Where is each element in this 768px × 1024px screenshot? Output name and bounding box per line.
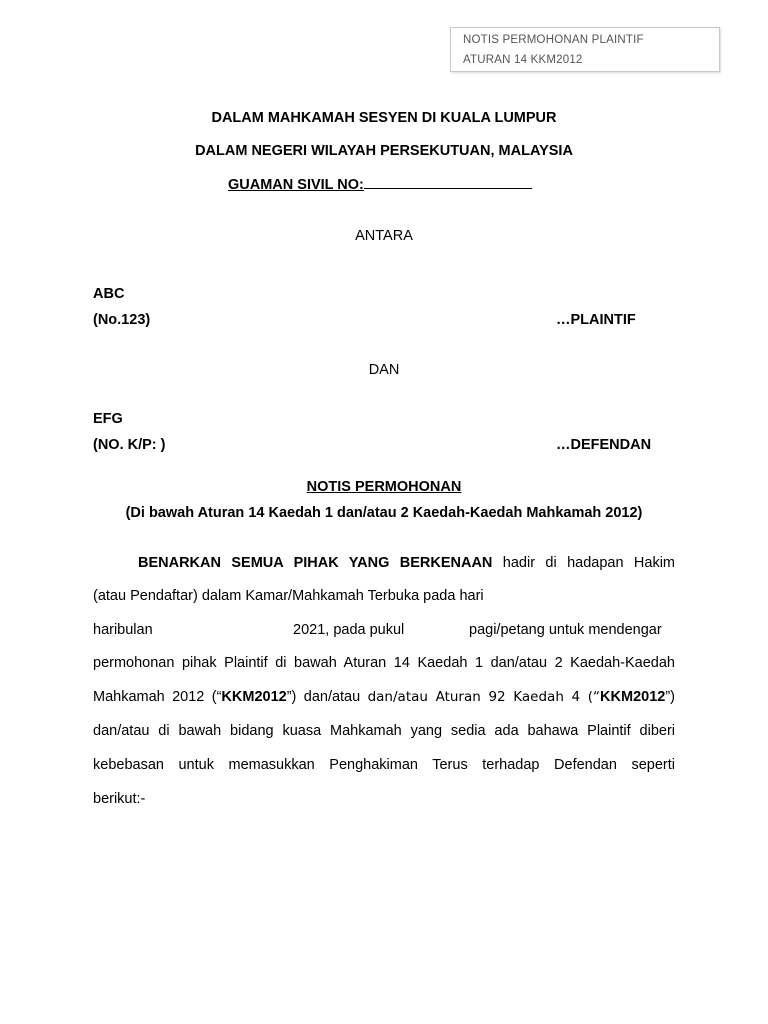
court-state: DALAM NEGERI WILAYAH PERSEKUTUAN, MALAYSIA — [195, 143, 573, 159]
defendant-name: EFG — [93, 411, 123, 427]
notice-title: NOTIS PERMOHONAN — [306, 479, 462, 495]
notice-subtitle: (Di bawah Aturan 14 Kaedah 1 dan/atau 2 Kaedah-Kaedah Mahkamah 2012) — [125, 505, 643, 521]
suit-number — [228, 177, 532, 193]
plaintiff-role: …PLAINTIF — [556, 312, 636, 328]
court-title: DALAM MAHKAMAH SESYEN DI KUALA LUMPUR — [211, 110, 557, 126]
body-line-3-date: haribulan — [93, 622, 153, 638]
label-line-2: ATURAN 14 KKM2012 — [463, 54, 583, 66]
body-line-5-kkm-1: KKM2012 — [221, 689, 287, 705]
body-line-1-bold: BENARKAN SEMUA PIHAK YANG BERKENAAN — [138, 555, 493, 571]
suit-number-blank — [364, 187, 532, 189]
plaintiff-id: (No.123) — [93, 312, 151, 328]
body-line-3-year: 2021, pada pukul — [293, 622, 405, 638]
defendant-role: …DEFENDAN — [556, 437, 652, 453]
body-line-1-rest: hadir di hadapan Hakim — [492, 555, 675, 571]
defendant-id: (NO. K/P: ) — [93, 437, 166, 453]
label-line-1: NOTIS PERMOHONAN PLAINTIF — [463, 34, 644, 46]
body-line-5-c: ”) dan/atau — [286, 689, 368, 705]
body-line-7: kebebasan untuk memasukkan Penghakiman Terus terhadap Defendan seperti — [93, 757, 675, 773]
body-line-6: dan/atau di bawah bidang kuasa Mahkamah yang sedia ada bahawa Plaintif diberi — [93, 723, 675, 739]
body-line-5 — [93, 689, 675, 705]
document-label-box — [450, 27, 720, 72]
body-line-5-kkm-2: KKM2012 — [600, 689, 666, 705]
body-line-1 — [93, 555, 675, 571]
body-line-5-f: ”) — [665, 689, 675, 705]
body-line-8: berikut:- — [93, 791, 146, 807]
suit-number-label: GUAMAN SIVIL NO: — [228, 177, 364, 193]
and-label: DAN — [368, 362, 400, 378]
between-label: ANTARA — [355, 228, 413, 244]
body-line-4: permohonan pihak Plaintif di bawah Aturan 14 Kaedah 1 dan/atau 2 Kaedah-Kaedah — [93, 655, 675, 671]
body-line-5-d: dan/atau Aturan 92 Kaedah 4 (“ — [367, 689, 601, 705]
body-line-2: (atau Pendaftar) dalam Kamar/Mahkamah Terbuka pada hari — [93, 588, 484, 604]
body-line-5-a: Mahkamah 2012 (“ — [93, 689, 222, 705]
plaintiff-name: ABC — [93, 286, 125, 302]
body-line-3-time: pagi/petang untuk mendengar — [469, 622, 662, 638]
